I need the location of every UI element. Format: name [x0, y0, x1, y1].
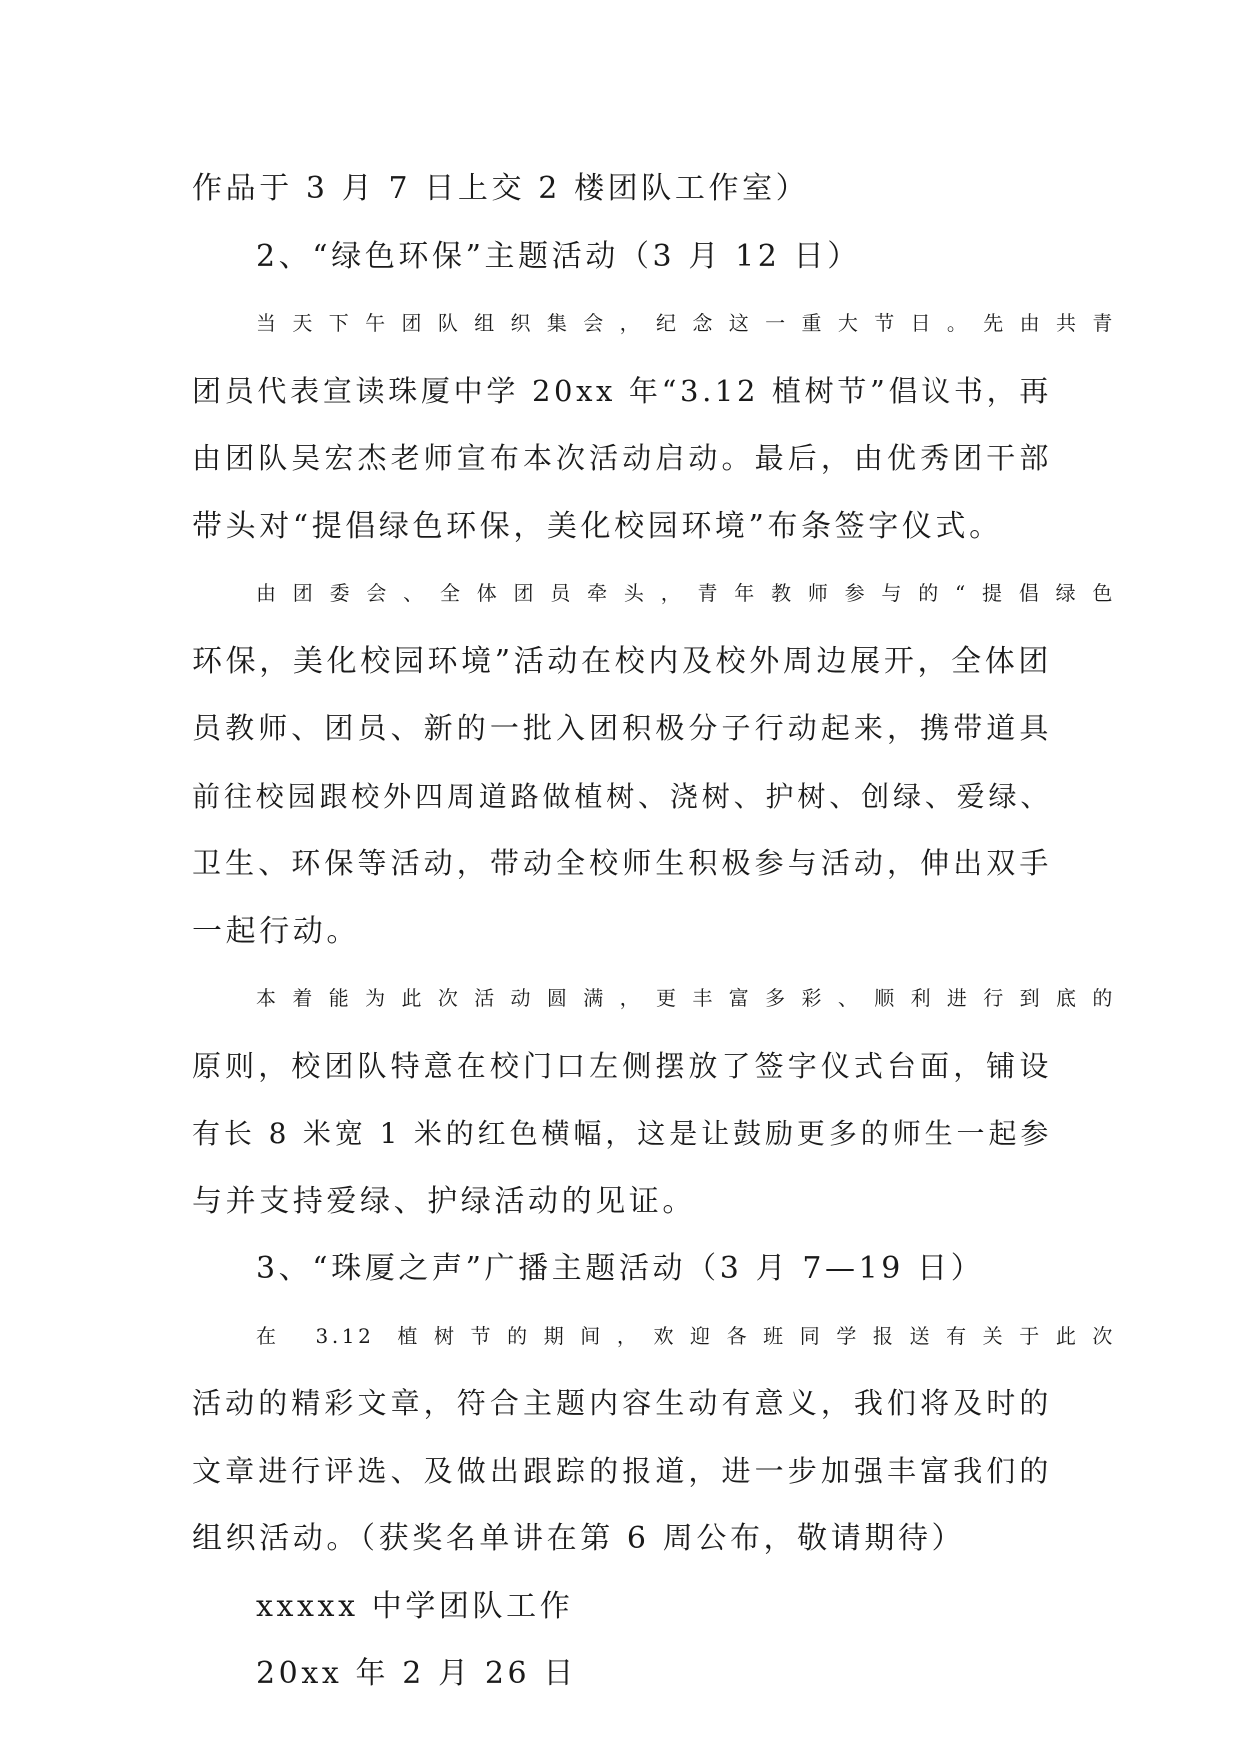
text-line: 文章进行评选、及做出跟踪的报道，进一步加强丰富我们的 [192, 1453, 1052, 1488]
text-line: 有长 8 米宽 1 米的红色横幅，这是让鼓励更多的师生一起参 [192, 1117, 1052, 1150]
text-line: 组织活动。（获奖名单讲在第 6 周公布，敬请期待） [192, 1521, 966, 1556]
text-line: 前往校园跟校外四周道路做植树、浇树、护树、创绿、爱绿、 [192, 779, 1052, 813]
document-body [192, 155, 1116, 1708]
text-line: 与并支持爱绿、护绿活动的见证。 [192, 1183, 696, 1219]
text-line: 卫生、环保等活动，带动全校师生积极参与活动，伸出双手 [192, 846, 1052, 880]
text-line: 由团委会、全体团员牵头，青年教师参与的“提倡绿色 [256, 581, 1116, 605]
signature-date: 20xx 年 2 月 26 日 [256, 1656, 577, 1691]
section-heading: 2、“绿色环保”主题活动（3 月 12 日） [256, 238, 861, 274]
text-line: 环保，美化校园环境”活动在校内及校外周边展开，全体团 [192, 643, 1052, 679]
text-line: 活动的精彩文章，符合主题内容生动有意义，我们将及时的 [192, 1386, 1052, 1420]
text-line: 员教师、团员、新的一批入团积极分子行动起来，携带道具 [192, 711, 1052, 745]
text-line: 原则，校团队特意在校门口左侧摆放了签字仪式台面，铺设 [192, 1048, 1052, 1083]
text-line: 当天下午团队组织集会，纪念这一重大节日。先由共青 [256, 311, 1116, 335]
text-line: 一起行动。 [192, 913, 360, 949]
text-line: 本着能为此次活动圆满，更丰富多彩、顺利进行到底的 [256, 986, 1116, 1010]
text-line: 作品于 3 月 7 日上交 2 楼团队工作室） [192, 171, 810, 206]
text-line: 带头对“提倡绿色环保，美化校园环境”布条签字仪式。 [192, 508, 1003, 544]
section-heading: 3、“珠厦之声”广播主题活动（3 月 7—19 日） [256, 1251, 985, 1286]
signature-organization: xxxxx 中学团队工作 [256, 1588, 574, 1624]
text-line: 由团队吴宏杰老师宣布本次活动启动。最后，由优秀团干部 [192, 441, 1052, 475]
text-line: 团员代表宣读珠厦中学 20xx 年“3.12 植树节”倡议书，再 [192, 373, 1052, 408]
text-line: 在 3.12 植树节的期间，欢迎各班同学报送有关于此次 [256, 1323, 1116, 1348]
